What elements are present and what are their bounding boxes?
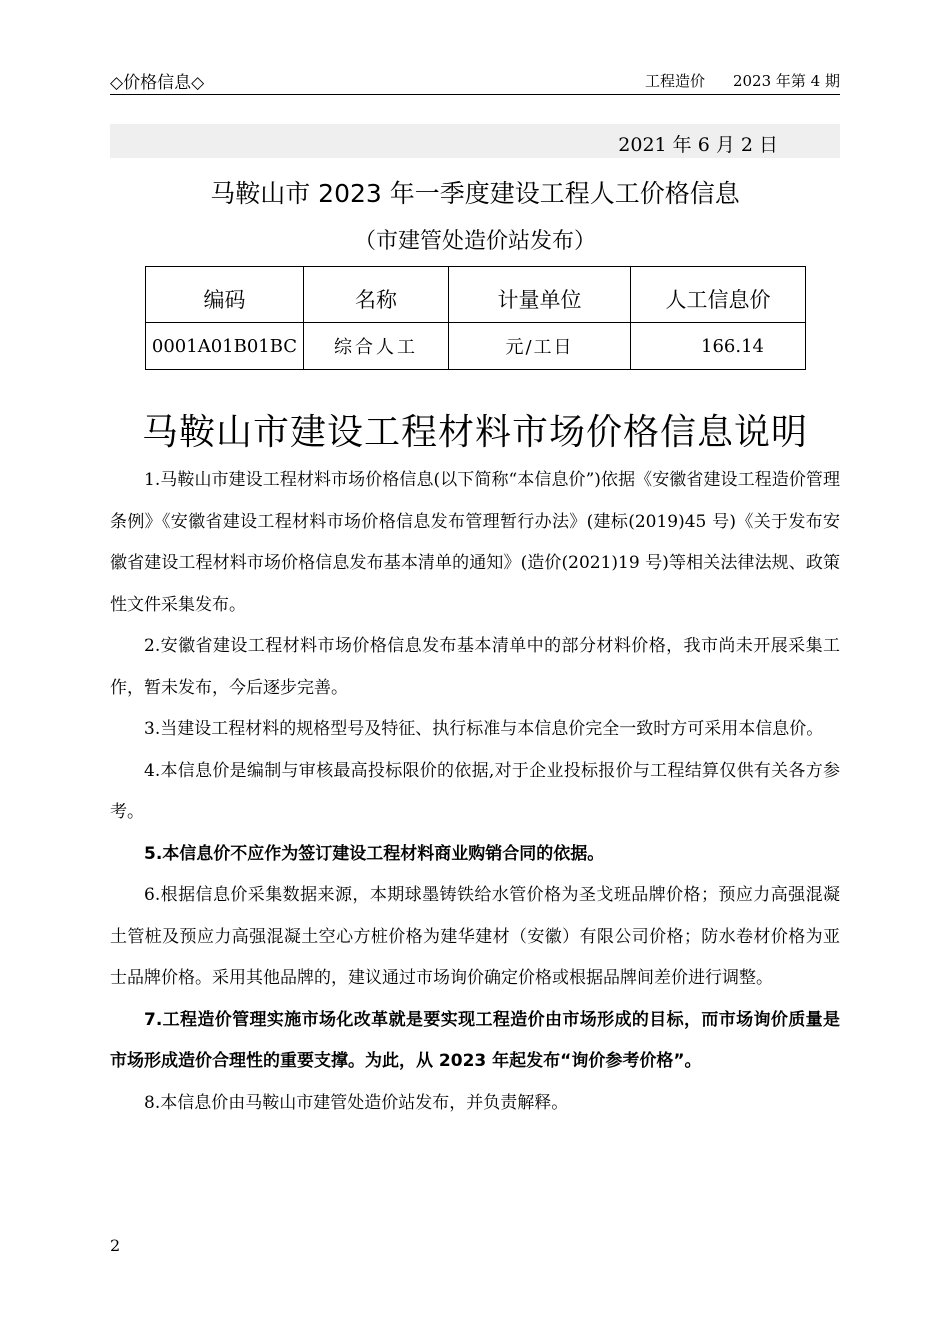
explanation-body [110,460,840,1124]
column-header: 编码 [146,267,304,323]
date-band [110,124,840,158]
name-cell: 综合人工 [304,323,449,370]
publish-date: 2021 年 6 月 2 日 [618,134,778,156]
section-title: 马鞍山市建设工程材料市场价格信息说明 [141,412,808,453]
table-header-row [146,267,806,323]
column-header: 计量单位 [449,267,631,323]
paragraph: 3.当建设工程材料的规格型号及特征、执行标准与本信息价完全一致时方可采用本信息价。 [144,719,824,739]
labor-price-table [145,266,806,370]
price-cell: 166.14 [631,323,806,370]
unit-cell: 元/工日 [449,323,631,370]
publication-name: 工程造价 [644,72,705,90]
page-number: 2 [110,1236,121,1255]
section-label: ◇价格信息◇ [110,73,205,93]
paragraph: 2.安徽省建设工程材料市场价格信息发布基本清单中的部分材料价格，我市尚未开展采集工作，暂未发布，今后逐步完善。 [110,636,840,698]
labor-price-subtitle: （市建管处造价站发布） [353,229,596,254]
paragraph-emphasis: 7.工程造价管理实施市场化改革就是要实现工程造价由市场形成的目标，而市场询价质量是市场形成造价合理性的重要支撑。为此，从 2023 年起发布“询价参考价格”。 [110,1009,840,1071]
column-header: 人工信息价 [631,267,806,323]
paragraph: 1.马鞍山市建设工程材料市场价格信息(以下简称“本信息价”)依据《安徽省建设工程造价管理条例》《安徽省建设工程材料市场价格信息发布管理暂行办法》(建标(2019)45 号)《关于发布安徽省建设工程材料市场价格信息发布基本清单的通知》(造价(2021)19 号)等相关法律法规、政策性文件采集发布。 [110,470,840,615]
column-header: 名称 [304,267,449,323]
paragraph-emphasis: 5.本信息价不应作为签订建设工程材料商业购销合同的依据。 [144,843,605,864]
table-row [146,323,806,370]
running-header [110,66,840,95]
paragraph: 4.本信息价是编制与审核最高投标限价的依据,对于企业投标报价与工程结算仅供有关各方参考。 [110,760,840,822]
publication-info [617,70,840,91]
issue-number: 2023 年第 4 期 [732,72,840,90]
paragraph: 8.本信息价由马鞍山市建管处造价站发布，并负责解释。 [144,1092,569,1113]
paragraph: 6.根据信息价采集数据来源，本期球墨铸铁给水管价格为圣戈班品牌价格；预应力高强混凝土管桩及预应力高强混凝土空心方桩价格为建华建材（安徽）有限公司价格；防水卷材价格为亚士品牌价格。采用其他品牌的，建议通过市场询价确定价格或根据品牌间差价进行调整。 [110,885,840,988]
labor-price-title: 马鞍山市 2023 年一季度建设工程人工价格信息 [210,179,740,208]
code-cell: 0001A01B01BC [146,323,304,370]
